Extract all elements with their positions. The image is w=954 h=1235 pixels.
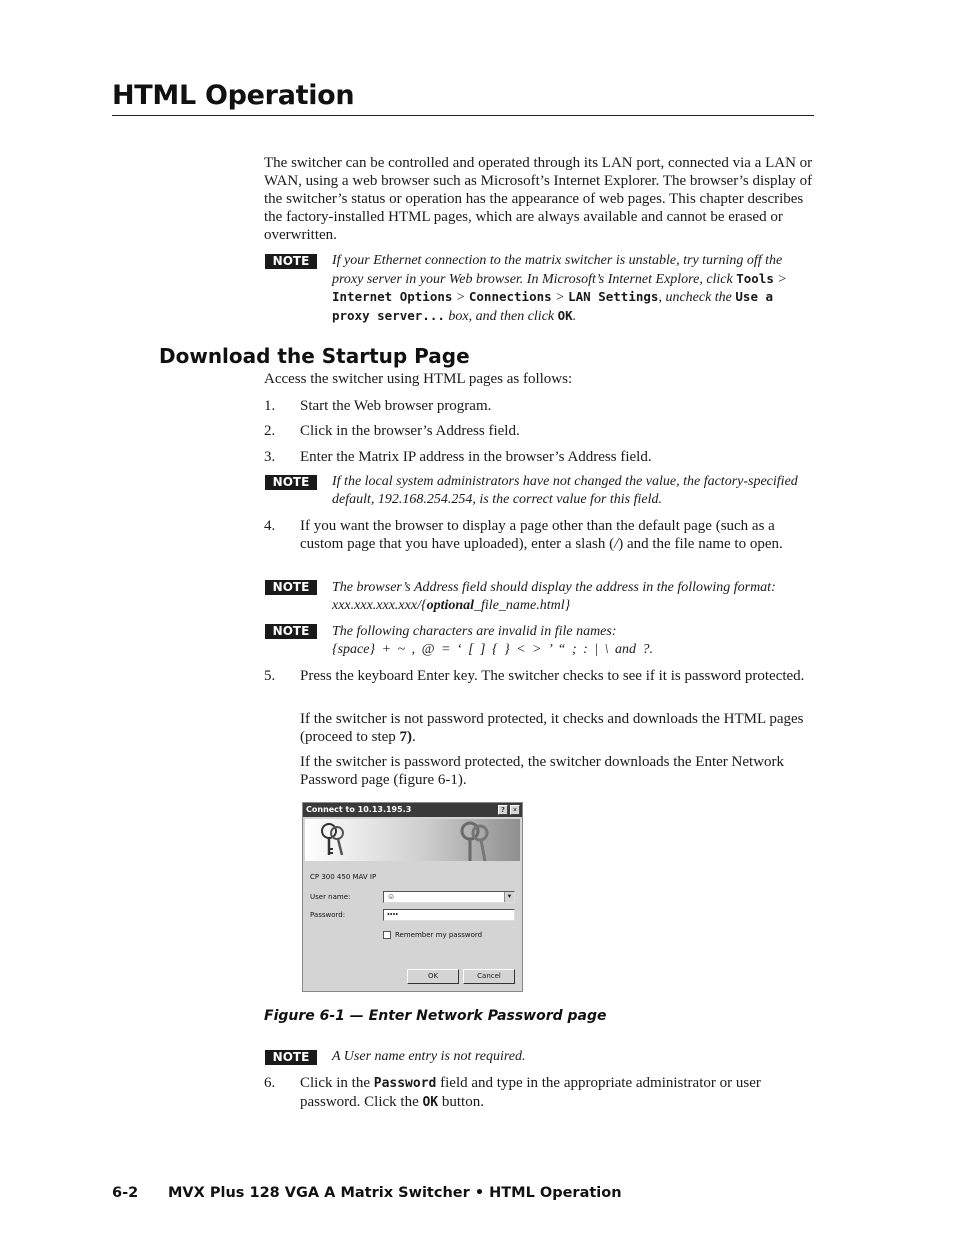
ok-button[interactable]: OK [407, 969, 459, 984]
page-title: HTML Operation [112, 80, 355, 111]
remember-checkbox[interactable] [383, 931, 391, 939]
page-number: 6-2 [112, 1185, 139, 1201]
user-name-label: User name: [310, 893, 351, 901]
help-button[interactable]: ? [498, 805, 508, 815]
note-badge-2: NOTE [265, 475, 317, 490]
title-rule [112, 115, 814, 116]
footer-title: MVX Plus 128 VGA A Matrix Switcher • HTML Operation [168, 1185, 622, 1201]
user-name-field[interactable] [383, 891, 515, 903]
device-name: CP 300 450 MAV IP [310, 873, 377, 881]
figure-caption: Figure 6-1 — Enter Network Password page [264, 1008, 607, 1024]
step-1-number: 1. [264, 398, 276, 414]
note-2: If the local system administrators have not changed the value, the factory-specified default, 192.168.254.254, is the correct value for this field. [332, 474, 798, 507]
dialog-title: Connect to 10.13.195.3 [303, 803, 522, 817]
cancel-button[interactable]: Cancel [463, 969, 515, 984]
step-2-number: 2. [264, 423, 276, 439]
step-1-text: Start the Web browser program. [300, 398, 492, 414]
intro-paragraph: The switcher can be controlled and operated through its LAN port, connected via a LAN or WAN, using a web browser such as Microsoft’s Internet Explorer. The browser’s display of the switcher’s status or operation has the appearance of web pages. This chapter describes the factory-installed HTML pages, which are always available and cannot be erased or overwritten. [264, 155, 813, 243]
note-1: If your Ethernet connection to the matrix switcher is unstable, try turning off the proxy server in your Web browser. In Microsoft’s Internet Explore, click Tools > Internet Options > Connections > LAN Settings, uncheck the Use a proxy server... box, and then click OK. [332, 253, 787, 324]
step-5-number: 5. [264, 668, 276, 684]
note-badge-5: NOTE [265, 1050, 317, 1065]
step-4-text: If you want the browser to display a page other than the default page (such as a custom page that you have uploaded), enter a slash (/) and the file name to open. [300, 518, 783, 552]
keys-icon [315, 821, 355, 859]
password-dialog [302, 802, 523, 992]
step-5-para-2: If the switcher is not password protected, it checks and downloads the HTML pages (proceed to step 7). [300, 711, 804, 745]
step-5-text: Press the keyboard Enter key. The switcher checks to see if it is password protected. [300, 668, 805, 684]
step-2-text: Click in the browser’s Address field. [300, 423, 520, 439]
step-6-text: Click in the Password field and type in the appropriate administrator or user password. Click the OK button. [300, 1075, 761, 1110]
remember-label: Remember my password [395, 931, 483, 939]
step-6-number: 6. [264, 1075, 276, 1091]
keys-watermark-icon [452, 821, 498, 861]
step-3-text: Enter the Matrix IP address in the browser’s Address field. [300, 449, 652, 465]
section-lead: Access the switcher using HTML pages as follows: [264, 371, 573, 387]
note-3: The browser’s Address field should display the address in the following format: xxx.xxx.xxx.xxx/{optional_file_name.html} [332, 580, 776, 613]
close-button[interactable]: × [510, 805, 520, 815]
note-4: The following characters are invalid in file names: {space} + ~ , @ = ‘ [ ] { } < > ’ “ ; : | \ and ?. [332, 624, 654, 657]
step-5-para-3: If the switcher is password protected, the switcher downloads the Enter Network Password page (figure 6-1). [300, 754, 785, 788]
dialog-banner [305, 819, 520, 861]
note-badge-1: NOTE [265, 254, 317, 269]
password-field[interactable]: •••• [383, 909, 515, 921]
note-5: A User name entry is not required. [332, 1049, 526, 1064]
password-label: Password: [310, 911, 346, 919]
user-avatar-icon: ☺ [387, 892, 396, 901]
step-4-number: 4. [264, 518, 276, 534]
note-badge-4: NOTE [265, 624, 317, 639]
chevron-down-icon[interactable]: ▼ [504, 892, 514, 902]
step-3-number: 3. [264, 449, 276, 465]
note-badge-3: NOTE [265, 580, 317, 595]
section-title: Download the Startup Page [159, 344, 470, 368]
